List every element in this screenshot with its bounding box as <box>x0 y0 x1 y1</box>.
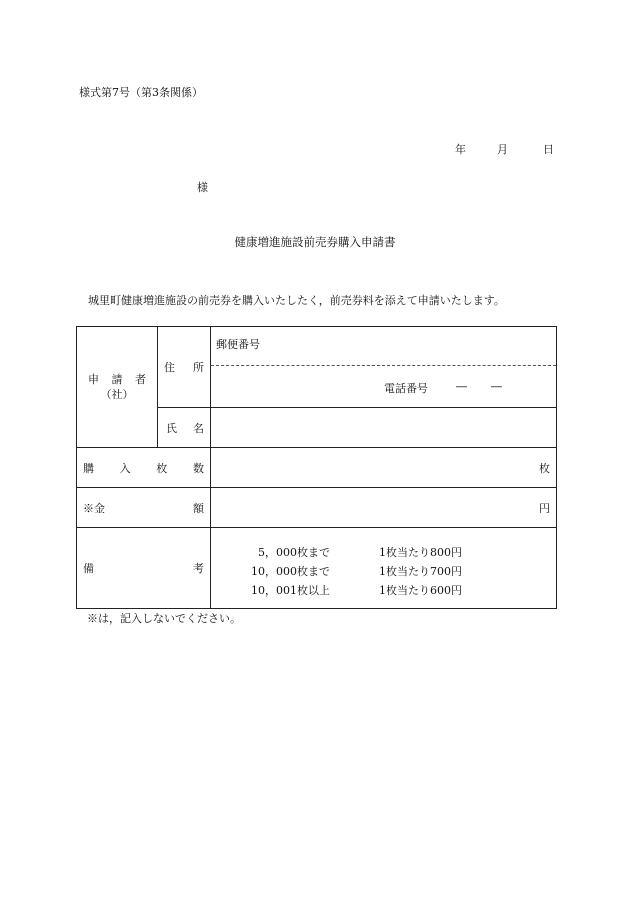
address-field[interactable] <box>211 327 557 408</box>
tier-price: 1枚当たり800円 <box>379 545 462 559</box>
address-label-cell <box>158 327 211 408</box>
notes-field <box>211 528 557 609</box>
postal-code-label: 郵便番号 <box>216 338 260 351</box>
address-char: 所 <box>193 361 204 374</box>
addressee-suffix: 様 <box>197 181 208 194</box>
name-char: 名 <box>193 421 204 435</box>
quantity-char: 数 <box>192 461 204 475</box>
applicant-sub-label: （社） <box>100 388 134 401</box>
quantity-unit: 枚 <box>539 461 550 475</box>
phone-dash: ― <box>491 380 502 393</box>
phone-dash: ― <box>456 380 467 393</box>
footnote: ※は，記入しないでください。 <box>87 612 241 625</box>
phone-label: 電話番号 <box>384 382 428 395</box>
postal-code-field[interactable] <box>211 327 556 366</box>
quantity-char: 購 <box>83 461 94 475</box>
name-label-cell <box>158 408 211 448</box>
applicant-label-cell <box>77 327 158 448</box>
amount-unit: 円 <box>539 501 550 515</box>
price-tier-row <box>211 559 556 578</box>
tier-price: 1枚当たり600円 <box>379 583 462 597</box>
applicant-char: 者 <box>135 373 146 386</box>
notes-char: 考 <box>193 562 204 575</box>
body-text: 城里町健康増進施設の前売券を購入いたしたく，前売券料を添えて申請いたします。 <box>88 294 505 307</box>
quantity-char: 枚 <box>156 461 168 475</box>
price-tier-row <box>211 578 556 597</box>
date-line <box>455 141 554 157</box>
tier-range: 10，001枚以上 <box>251 583 330 597</box>
quantity-label-cell <box>77 448 211 488</box>
amount-label-cell <box>77 488 211 528</box>
phone-field[interactable] <box>211 366 556 407</box>
amount-field[interactable] <box>211 488 557 528</box>
applicant-char: 申 <box>88 373 99 386</box>
notes-label-cell <box>77 528 211 609</box>
amount-label-start: ※金 <box>83 501 105 515</box>
quantity-char: 入 <box>119 461 131 475</box>
form-number: 様式第7号（第3条関係） <box>79 86 203 99</box>
notes-char: 備 <box>83 562 94 575</box>
application-table <box>76 326 557 609</box>
price-tier-row <box>211 540 556 559</box>
year-label: 年 <box>455 143 466 156</box>
applicant-char: 請 <box>111 373 123 386</box>
tier-range: 5，000枚まで <box>258 545 330 559</box>
tier-price: 1枚当たり700円 <box>379 564 462 578</box>
quantity-field[interactable] <box>211 448 557 488</box>
day-label: 日 <box>543 143 554 156</box>
name-char: 氏 <box>166 421 177 435</box>
month-label: 月 <box>497 143 508 156</box>
tier-range: 10，000枚まで <box>251 564 330 578</box>
document-title: 健康増進施設前売券購入申請書 <box>234 235 396 249</box>
amount-label-end: 額 <box>193 501 204 515</box>
address-char: 住 <box>164 361 175 374</box>
name-field[interactable] <box>211 408 557 448</box>
